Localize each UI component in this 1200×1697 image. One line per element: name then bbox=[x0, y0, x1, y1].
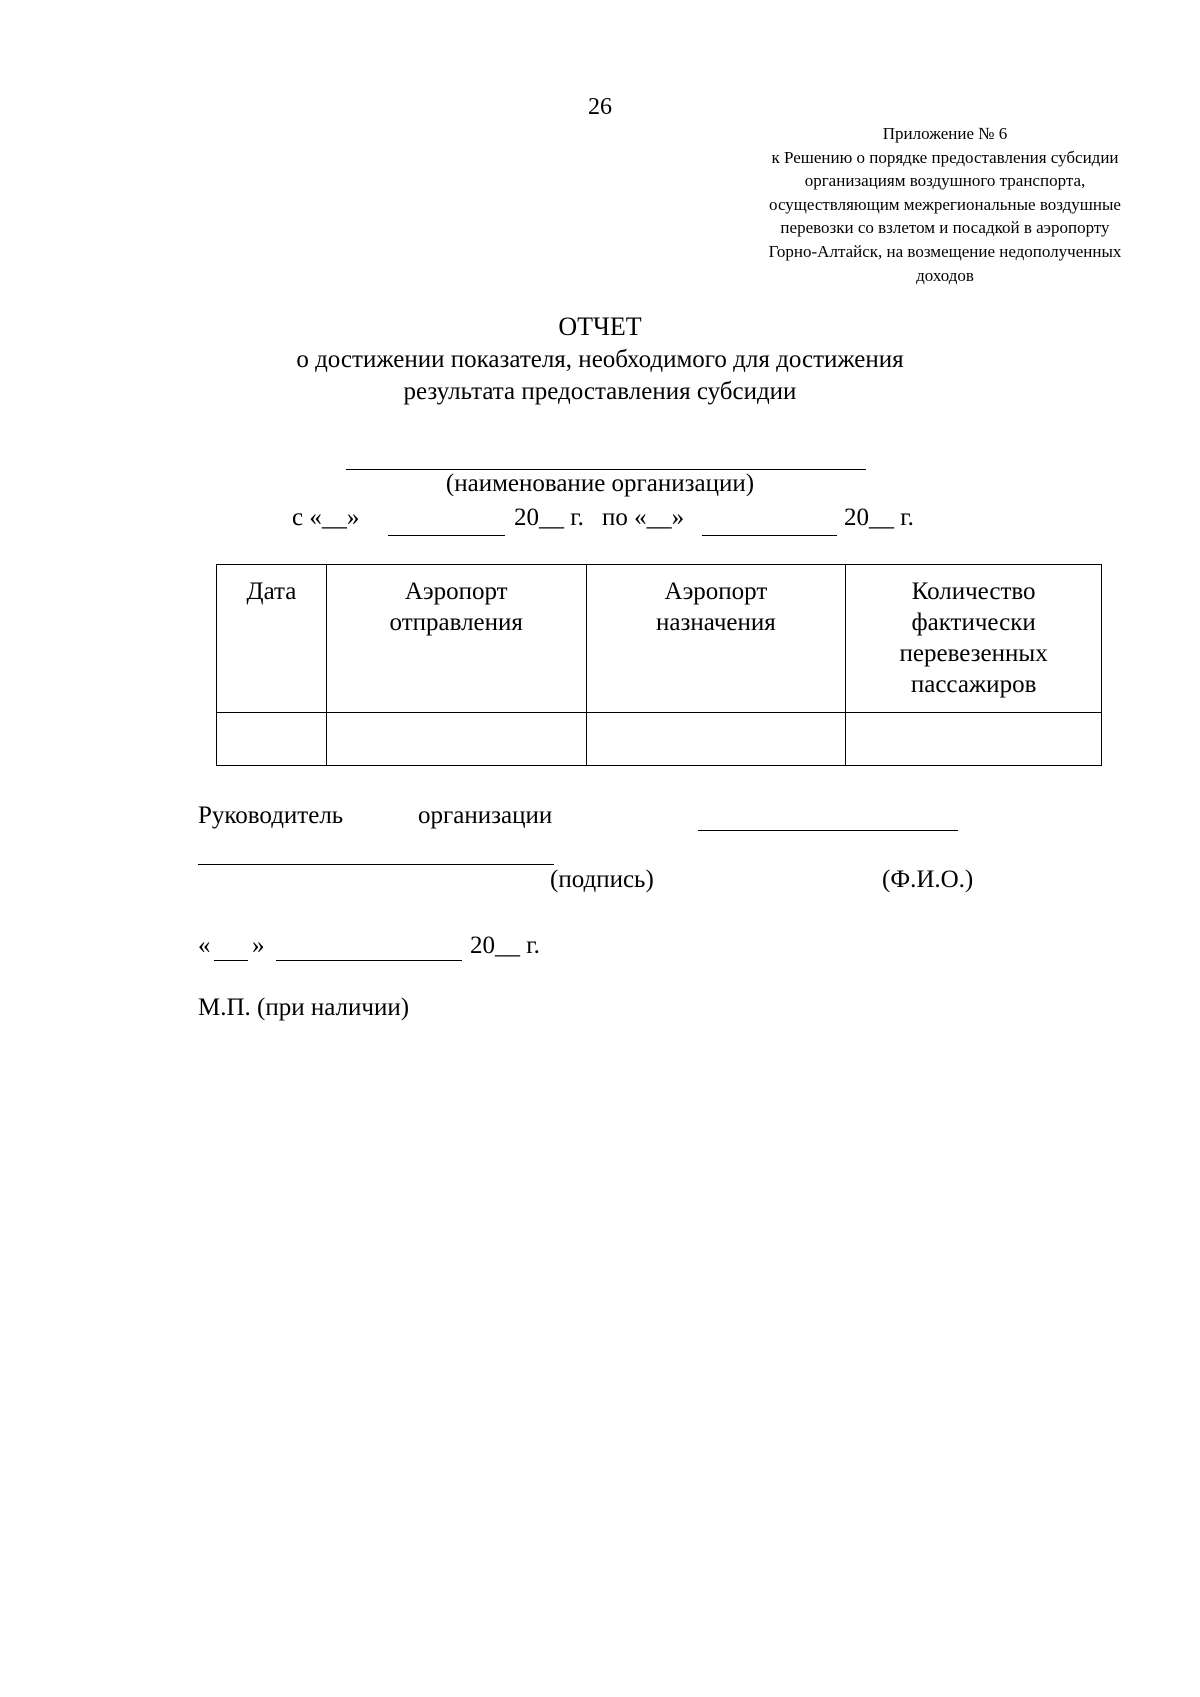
header-date: Дата bbox=[217, 565, 327, 713]
date-close-quote: » bbox=[252, 932, 265, 959]
stamp-note: М.П. (при наличии) bbox=[198, 994, 410, 1021]
subtitle-line: результата предоставления субсидии bbox=[403, 378, 797, 405]
table-cell bbox=[586, 713, 846, 766]
header-passenger-count: Количество фактически перевезенных пассажиров bbox=[846, 565, 1102, 713]
table-row bbox=[217, 713, 1102, 766]
name-line bbox=[198, 864, 554, 865]
date-day-line bbox=[214, 960, 248, 961]
table-cell bbox=[846, 713, 1102, 766]
period-to-month-line bbox=[702, 535, 837, 536]
annex-line: осуществляющим межрегиональные воздушные bbox=[769, 194, 1121, 214]
period-from-year: 20__ г. bbox=[514, 504, 584, 531]
date-year: 20__ г. bbox=[470, 932, 540, 959]
signature-line bbox=[698, 830, 958, 831]
annex-line: перевозки со взлетом и посадкой в аэропорту bbox=[780, 218, 1110, 238]
head-label: Руководитель bbox=[198, 802, 344, 829]
header-arrival-airport: Аэропорт назначения bbox=[586, 565, 846, 713]
date-open-quote: « bbox=[198, 932, 211, 959]
annex-line: Горно-Алтайск, на возмещение недополученных bbox=[768, 241, 1122, 261]
subtitle-line: о достижении показателя, необходимого для достижения bbox=[296, 346, 904, 373]
table-cell bbox=[326, 713, 586, 766]
table-cell bbox=[217, 713, 327, 766]
report-subtitle bbox=[0, 344, 1200, 408]
name-caption: (Ф.И.О.) bbox=[882, 866, 974, 893]
period-to-year: 20__ г. bbox=[844, 504, 914, 531]
header-departure-airport: Аэропорт отправления bbox=[326, 565, 586, 713]
period-from-prefix: с «__» bbox=[292, 504, 360, 531]
org-label: организации bbox=[418, 802, 553, 829]
period-from-month-line bbox=[388, 535, 505, 536]
annex-line: организациям воздушного транспорта, bbox=[804, 171, 1086, 191]
page-number: 26 bbox=[588, 94, 612, 120]
annex-line: Приложение № 6 bbox=[882, 124, 1008, 143]
organization-caption: (наименование организации) bbox=[445, 470, 755, 497]
report-title: ОТЧЕТ bbox=[558, 312, 642, 341]
annex-line: к Решению о порядке предоставления субсидии bbox=[771, 147, 1119, 167]
annex-block bbox=[720, 122, 1170, 287]
date-month-line bbox=[276, 960, 462, 961]
period-to-prefix: по «__» bbox=[602, 504, 685, 531]
table-header-row bbox=[217, 565, 1102, 713]
signature-caption: (подпись) bbox=[550, 866, 654, 893]
report-table bbox=[216, 564, 1102, 766]
annex-line: доходов bbox=[916, 265, 974, 285]
